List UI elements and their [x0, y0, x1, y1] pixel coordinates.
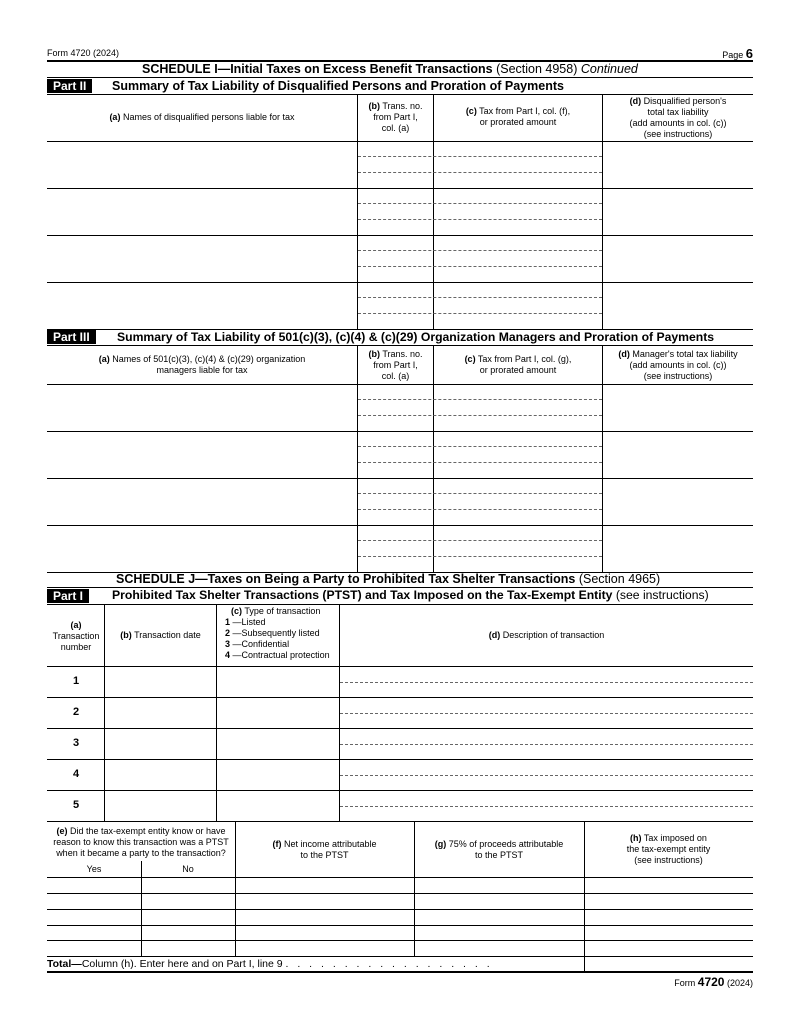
part-iii-title: Summary of Tax Liability of 501(c)(3), (c)(4) & (c)(29) Organization Managers and Proration of Payments: [117, 330, 715, 344]
part-iii-col-c-header: (c) Tax from Part I, col. (g), or prorated amount: [464, 354, 572, 375]
part-ii-col-c-header: (c) Tax from Part I, col. (f), or prorated amount: [465, 106, 571, 127]
part-i-col-c-header: (c) Type of transaction 1 —Listed 2 —Subsequently listed 3 —Confidential 4 —Contractual protection: [225, 606, 340, 661]
row-number-3: 3: [72, 737, 80, 749]
part-iii-label: Part III: [47, 330, 96, 344]
part-ii-col-b-header: (b) Trans. no. from Part I, col. (a): [368, 101, 423, 133]
part-i-label: Part I: [47, 589, 89, 603]
row-number-5: 5: [72, 799, 80, 811]
part-ii-label: Part II: [47, 79, 92, 93]
part-iii-col-d-header: (d) Manager's total tax liability (add amounts in col. (c)) (see instructions): [618, 349, 738, 381]
part-i-col-d-header: (d) Description of transaction: [488, 630, 605, 640]
type-option-3: 3 —Confidential: [225, 639, 290, 649]
part-iii-col-a-header: (a) Names of 501(c)(3), (c)(4) & (c)(29) organization managers liable for tax: [98, 354, 306, 375]
part-ii-title: Summary of Tax Liability of Disqualified Persons and Proration of Payments: [112, 79, 564, 93]
form-id-header: Form 4720 (2024): [47, 48, 120, 58]
row-number-2: 2: [72, 706, 80, 718]
page-number: Page 6: [722, 46, 753, 61]
part-i-col-h-header: (h) Tax imposed on the tax-exempt entity (see instructions): [626, 833, 711, 865]
part-i-col-g-header: (g) 75% of proceeds attributable to the PTST: [434, 839, 564, 860]
part-i-col-b-header: (b) Transaction date: [120, 630, 201, 640]
type-option-1: 1 —Listed: [225, 617, 266, 627]
part-iii-col-b-header: (b) Trans. no. from Part I, col. (a): [368, 349, 423, 381]
type-option-2: 2 —Subsequently listed: [225, 628, 320, 638]
type-option-4: 4 —Contractual protection: [225, 650, 330, 660]
part-ii-col-a-header: (a) Names of disqualified persons liable for tax: [109, 112, 295, 122]
part-i-title: Prohibited Tax Shelter Transactions (PTST) and Tax Imposed on the Tax-Exempt Entity (see instructions): [112, 588, 709, 602]
part-i-col-a-header: (a) Transaction number: [52, 620, 100, 652]
total-amount-field[interactable]: [585, 957, 753, 971]
row-number-1: 1: [72, 675, 80, 687]
col-e-no-label: No: [182, 864, 194, 874]
total-line: Total—Column (h). Enter here and on Part I, line 9 . . . . . . . . . . . . . . . . . .: [47, 958, 493, 970]
part-ii-col-d-header: (d) Disqualified person's total tax liability (add amounts in col. (c)) (see instructions): [629, 96, 727, 139]
part-i-col-e-header: (e) Did the tax-exempt entity know or have reason to know this transaction was a PTST when it became a party to the transaction?: [53, 826, 229, 858]
schedule-j-title: SCHEDULE J—Taxes on Being a Party to Prohibited Tax Shelter Transactions (Section 4965): [116, 572, 661, 586]
part-i-col-f-header: (f) Net income attributable to the PTST: [272, 839, 377, 860]
form-footer: Form 4720 (2024): [674, 975, 753, 989]
col-e-yes-label: Yes: [86, 864, 102, 874]
schedule-i-title: SCHEDULE I—Initial Taxes on Excess Benefit Transactions (Section 4958) Continued: [142, 62, 638, 76]
row-number-4: 4: [72, 768, 80, 780]
